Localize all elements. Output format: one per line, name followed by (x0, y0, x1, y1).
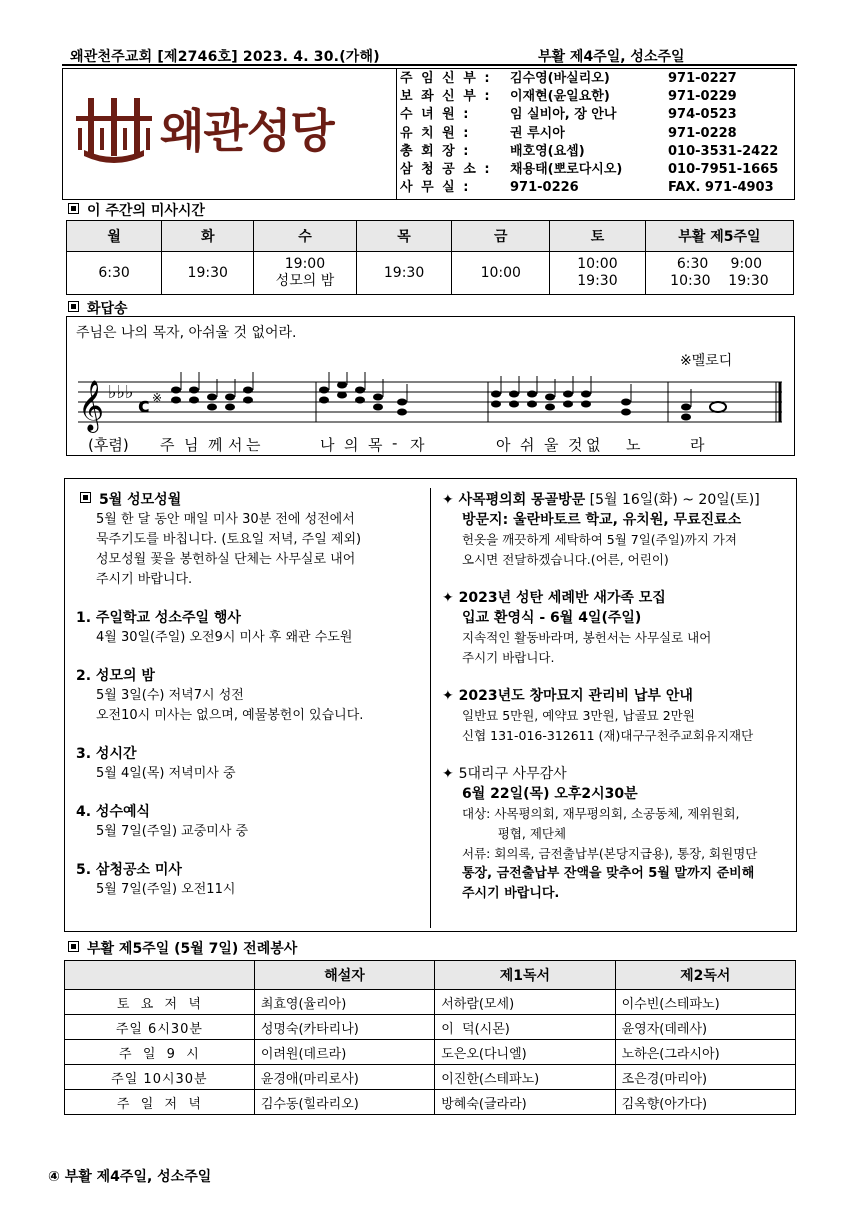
square-bullet-icon (80, 492, 91, 503)
music-note (621, 399, 631, 406)
psalm-refrain-text: 주님은 나의 목자, 아쉬울 것 없어라. (76, 325, 297, 341)
staff-row (400, 161, 795, 179)
music-note (397, 409, 407, 416)
mass-day-header: 수 (254, 221, 356, 252)
mass-day-header: 부활 제5주일 (645, 221, 793, 252)
notice-body-line: 헌옷을 깨끗하게 세탁하여 5월 7일(주일)까지 가져 (462, 532, 737, 547)
notice-body-line: 5월 한 달 동안 매일 미사 30분 전에 성전에서 (96, 512, 355, 527)
notice-body-line: 4월 30일(주일) 오전9시 미사 후 왜관 수도원 (96, 630, 353, 645)
music-note (373, 394, 383, 401)
music-note (545, 404, 555, 411)
notice-title-text: 사목평의회 몽골방문 (458, 492, 586, 508)
notice-gap (76, 590, 426, 608)
whole-note (710, 402, 726, 412)
notice-body-line: 5월 3일(수) 저녁7시 성전 (96, 688, 244, 703)
staff-role: 수 녀 원 : (400, 107, 471, 123)
notice-subtitle: 방문지: 울란바토르 학교, 유치원, 무료진료소 (462, 512, 742, 528)
mass-time-cell: 10:00 19:30 (550, 252, 646, 295)
lyric-syllable: (후렴) (88, 436, 129, 454)
music-note (563, 401, 573, 408)
lyric-syllable: 의 (344, 436, 359, 454)
notice-body-line: 주시기 바랍니다. (96, 572, 193, 587)
music-note (319, 397, 329, 404)
notice-gap (76, 648, 426, 666)
staff-list (400, 70, 795, 197)
music-note (355, 387, 365, 394)
bulletin-sunday-title: 부활 제4주일, 성소주일 (538, 49, 685, 65)
square-bullet-icon (68, 941, 79, 952)
lyric-syllable: 목 (368, 436, 383, 454)
notice-body-line: 지속적인 활동바라며, 봉헌서는 사무실로 내어 (462, 630, 712, 645)
staff-role: 사 무 실 : (400, 180, 471, 196)
lyric-syllable: 는 (246, 436, 261, 454)
notice-title-date: [5월 16일(화) ~ 20일(토)] (585, 492, 760, 508)
mass-day-header: 금 (452, 221, 550, 252)
notice-title (442, 490, 790, 510)
server-name: 도은오(다니엘) (435, 1040, 615, 1065)
server-name: 김수동(힐라리오) (254, 1090, 434, 1115)
notice-body-line: 5월 4일(목) 저녁미사 중 (96, 766, 236, 781)
liturgy-header: 해설자 (254, 961, 434, 990)
music-note (243, 397, 253, 404)
notice-title-text: 1. 주일학교 성소주일 행사 (76, 610, 241, 626)
mass-time-label: 주일 10시30분 (65, 1065, 255, 1090)
notice-body-line: 오전10시 미사는 없으며, 예물봉헌이 있습니다. (96, 708, 364, 723)
notice-title (76, 608, 426, 628)
lyric-syllable: 아 (496, 436, 511, 454)
music-note (681, 404, 691, 411)
lyric-syllable: 라 (690, 436, 705, 454)
lyric-syllable: 쉬 (520, 436, 535, 454)
server-name: 이려원(데르라) (254, 1040, 434, 1065)
music-note (545, 394, 555, 401)
star-bullet-icon: ✦ (442, 492, 459, 508)
mass-day-header: 월 (67, 221, 162, 252)
music-note (337, 392, 347, 399)
square-bullet-icon (68, 301, 79, 312)
lyric-syllable: 자 (410, 436, 425, 454)
notice-title-text: 5. 삼청공소 미사 (76, 862, 182, 878)
notices-right-column (442, 490, 790, 922)
server-name: 서하람(모세) (435, 990, 615, 1015)
music-note (207, 394, 217, 401)
staff-role: 보 좌 신 부 : (400, 89, 492, 105)
staff-role: 총 회 장 : (400, 143, 471, 159)
table-row (65, 1040, 796, 1065)
psalm-section-title (68, 298, 128, 318)
notice-subtitle: 입교 환영식 - 6월 4일(주일) (462, 610, 642, 626)
melody-label: ※멜로디 (680, 353, 733, 369)
music-note (189, 397, 199, 404)
music-note (681, 414, 691, 421)
notice-title (442, 686, 790, 706)
music-note (491, 401, 501, 408)
server-name: 윤영자(데레사) (615, 1015, 795, 1040)
table-row (65, 1015, 796, 1040)
music-note (243, 387, 253, 394)
notice-gap (76, 784, 426, 802)
mass-time-label: 토 요 저 녁 (65, 990, 255, 1015)
music-note (527, 401, 537, 408)
staff-role: 주 임 신 부 : (400, 71, 492, 86)
server-name: 김옥향(아가다) (615, 1090, 795, 1115)
server-name: 이수빈(스테파노) (615, 990, 795, 1015)
square-bullet-icon (68, 203, 79, 214)
parish-logo-icon (74, 94, 154, 168)
server-name: 윤경애(마리로사) (254, 1065, 434, 1090)
notice-body-line: 묵주기도를 바칩니다. (토요일 저녁, 주일 제외) (96, 532, 362, 547)
music-note (509, 391, 519, 398)
server-name: 이진한(스테파노) (435, 1065, 615, 1090)
music-note (225, 404, 235, 411)
mass-time-cell: 6:30 9:00 10:30 19:30 (645, 252, 793, 295)
notice-title (442, 764, 790, 784)
notice-title-text: 4. 성수예식 (76, 804, 151, 820)
staff-name: 채용태(뽀로다시오) (510, 161, 623, 177)
notices-left-column (76, 490, 426, 918)
music-note (171, 397, 181, 404)
mass-time-label: 주일 6시30분 (65, 1015, 255, 1040)
server-name: 조은경(마리아) (615, 1065, 795, 1090)
page-footer: ④ 부활 제4주일, 성소주일 (48, 1169, 212, 1185)
music-note (373, 404, 383, 411)
notice-title-text: 2. 성모의 밤 (76, 668, 155, 684)
music-note (225, 394, 235, 401)
liturgy-header (65, 961, 255, 990)
header-divider (62, 64, 797, 66)
lyric-syllable: 님 (184, 436, 199, 454)
liturgy-title-text: 부활 제5주일 (5월 7일) 전례봉사 (87, 941, 298, 957)
music-note (581, 391, 591, 398)
server-name: 성명숙(카타리나) (254, 1015, 434, 1040)
notice-body-line: 신협 131-016-312611 (재)대구구천주교회유지재단 (462, 728, 754, 743)
notice-title (76, 744, 426, 764)
notice-subtitle: 6월 22일(목) 오후2시30분 (462, 786, 638, 802)
staff-row (400, 125, 795, 143)
table-row (65, 1065, 796, 1090)
lyric-syllable: 나 (320, 436, 335, 454)
treble-clef-icon: 𝄞 (78, 380, 105, 431)
notice-emphasis-line: 통장, 금전출납부 잔액을 맞추어 5월 말까지 준비해 (462, 866, 755, 881)
table-row (65, 1090, 796, 1115)
staff-row (400, 143, 795, 161)
notice-body-line: 5월 7일(주일) 오전11시 (96, 882, 236, 897)
server-name: 이 덕(시몬) (435, 1015, 615, 1040)
lyric-syllable: 울 (544, 436, 559, 454)
music-note (581, 401, 591, 408)
notice-body-line: 서류: 회의록, 금전출납부(본당지급용), 통장, 회원명단 (462, 846, 758, 861)
staff-phone: 971-0229 (668, 89, 737, 105)
server-name: 방혜숙(글라라) (435, 1090, 615, 1115)
svg-text:♭♭♭: ♭♭♭ (108, 382, 134, 403)
mass-time-cell: 19:30 (162, 252, 254, 295)
notice-column-divider (430, 488, 431, 928)
music-note (491, 391, 501, 398)
staff-phone: 971-0228 (668, 125, 737, 141)
mass-time-cell: 19:00 성모의 밤 (254, 252, 356, 295)
notice-title-text: 3. 성시간 (76, 746, 137, 762)
server-name: 노하은(그라시아) (615, 1040, 795, 1065)
notice-title (76, 802, 426, 822)
staff-name: 배호영(요셉) (510, 143, 585, 159)
mass-time-cell: 10:00 (452, 252, 550, 295)
notice-gap (442, 904, 790, 922)
music-note (397, 399, 407, 406)
mass-day-header: 토 (550, 221, 646, 252)
notice-gap (76, 842, 426, 860)
mass-time-cell: 6:30 (67, 252, 162, 295)
music-note (509, 401, 519, 408)
notice-body-line: 5월 7일(주일) 교중미사 중 (96, 824, 249, 839)
mass-day-header: 화 (162, 221, 254, 252)
notice-body-line: 오시면 전달하겠습니다.(어른, 어린이) (462, 552, 669, 567)
notice-body-line: 일반묘 5만원, 예약묘 3만원, 납골묘 2만원 (462, 708, 695, 723)
server-name: 최효영(율리아) (254, 990, 434, 1015)
notice-emphasis-line: 주시기 바랍니다. (462, 886, 560, 901)
star-bullet-icon: ✦ (442, 766, 459, 782)
mass-times-table (66, 220, 794, 295)
music-note (171, 387, 181, 394)
mass-time-cell: 19:30 (356, 252, 452, 295)
notice-gap (442, 570, 790, 588)
staff-row (400, 179, 795, 197)
staff-role: 유 치 원 : (400, 125, 471, 141)
liturgy-header: 제1독서 (435, 961, 615, 990)
notice-title (442, 588, 790, 608)
mass-title-text: 이 주간의 미사시간 (87, 203, 205, 219)
staff-role: 삼 청 공 소 : (400, 161, 492, 177)
table-row (65, 990, 796, 1015)
star-bullet-icon: ✦ (442, 688, 459, 704)
music-note (337, 382, 347, 389)
mass-time-label: 주 일 9 시 (65, 1040, 255, 1065)
staff-row (400, 88, 795, 106)
lyric-syllable: 것 (568, 436, 583, 454)
notice-title (76, 666, 426, 686)
staff-phone: 010-7951-1665 (668, 161, 779, 177)
lyric-syllable: 노 (626, 436, 641, 454)
notice-title (76, 490, 426, 510)
lyric-syllable: 주 (160, 436, 175, 454)
parish-logo-text: 왜관성당 (160, 104, 334, 158)
staff-name: 이재현(윤일요한) (510, 89, 610, 105)
svg-text:c: c (138, 393, 150, 417)
liturgy-table (64, 960, 796, 1115)
music-staff (76, 372, 786, 434)
psalm-title-text: 화답송 (87, 301, 128, 317)
liturgy-header: 제2독서 (615, 961, 795, 990)
star-bullet-icon: ✦ (442, 590, 459, 606)
svg-text:※: ※ (152, 391, 163, 405)
staff-phone: 974-0523 (668, 107, 737, 123)
music-note (319, 387, 329, 394)
lyric-syllable: 없 (586, 436, 601, 454)
notice-body-line: 주시기 바랍니다. (462, 650, 555, 665)
bulletin-issue-info: 왜관천주교회 [제2746호] 2023. 4. 30.(가해) (70, 49, 380, 65)
staff-row (400, 70, 795, 88)
notice-title-text: 5대리구 사무감사 (458, 766, 567, 782)
notice-title-text: 2023년도 창마묘지 관리비 납부 안내 (458, 688, 693, 704)
music-note (621, 409, 631, 416)
staff-phone: 971-0227 (668, 71, 737, 86)
music-note (527, 391, 537, 398)
lyric-syllable: 서 (228, 436, 243, 454)
staff-phone: FAX. 971-4903 (668, 180, 774, 196)
staff-name: 971-0226 (510, 180, 579, 196)
notice-body-line: 성모성월 꽃을 봉헌하실 단체는 사무실로 내어 (96, 552, 356, 567)
lyric-syllable: - (392, 434, 398, 452)
notice-gap (442, 746, 790, 764)
notice-gap (76, 900, 426, 918)
staff-phone: 010-3531-2422 (668, 143, 779, 159)
notice-title (76, 860, 426, 880)
notice-gap (442, 668, 790, 686)
staff-name: 권 루시아 (510, 125, 565, 141)
music-note (355, 397, 365, 404)
notice-body-line: 평협, 제단체 (462, 826, 567, 841)
mass-time-label: 주 일 저 녁 (65, 1090, 255, 1115)
liturgy-section-title (68, 938, 297, 958)
staff-name: 김수영(바실리오) (510, 71, 610, 86)
notice-gap (76, 726, 426, 744)
music-note (563, 391, 573, 398)
staff-row (400, 106, 795, 124)
notice-title-text: 2023년 성탄 세례반 새가족 모집 (458, 590, 666, 606)
music-note (207, 404, 217, 411)
mass-section-title (68, 200, 205, 220)
notice-body-line: 대상: 사목평의회, 재무평의회, 소공동체, 제위원회, (462, 806, 740, 821)
notice-title-text: 5월 성모성월 (99, 492, 182, 508)
lyric-syllable: 께 (208, 436, 223, 454)
mass-day-header: 목 (356, 221, 452, 252)
staff-name: 임 실비아, 장 안나 (510, 107, 617, 123)
music-note (189, 387, 199, 394)
